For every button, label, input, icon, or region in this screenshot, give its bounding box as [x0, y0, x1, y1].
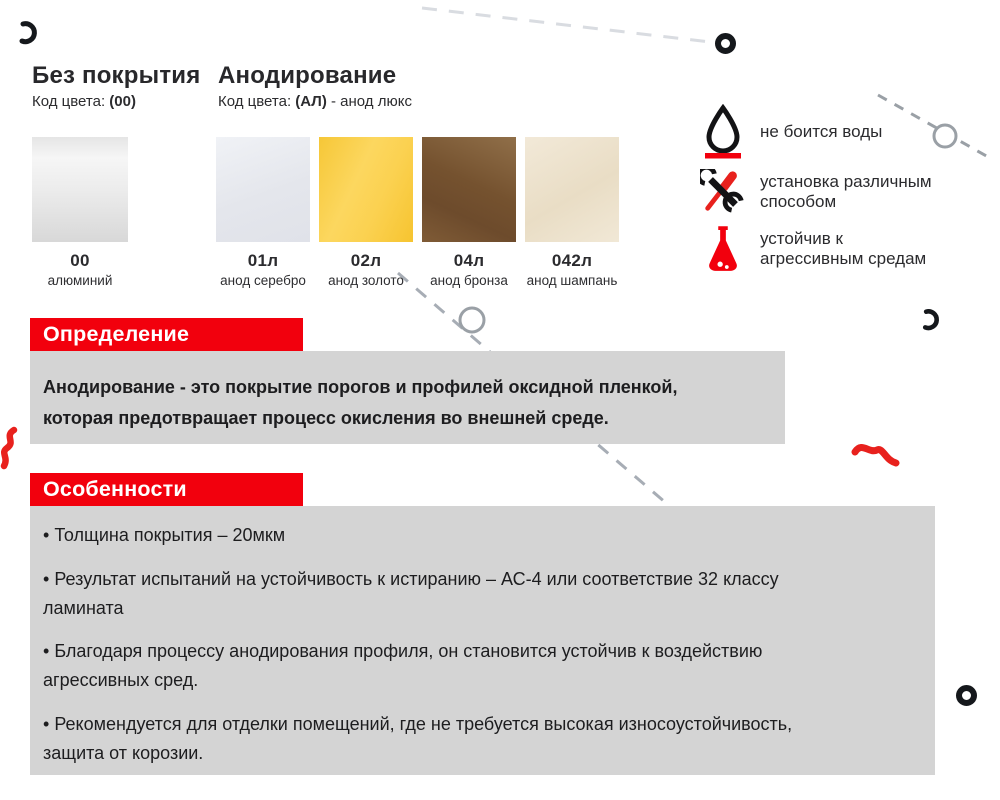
- swatch-code: 01л: [247, 251, 279, 270]
- bullet-line: • Результат испытаний на устойчивость к истиранию – АС-4 или соответствие 32 классу: [43, 565, 925, 594]
- anodizing-code: [218, 93, 412, 110]
- benefit-text: [748, 122, 882, 142]
- bullet-line: защита от корозии.: [43, 742, 204, 763]
- benefit-line: агрессивным средам: [760, 249, 927, 268]
- definition-banner: [30, 318, 303, 351]
- bullet-line: • Толщина покрытия – 20мкм: [43, 521, 925, 550]
- water-drop-icon: [698, 104, 748, 160]
- benefit-resistance: [698, 224, 988, 274]
- benefit-text: [748, 172, 932, 212]
- anodizing-header: [218, 62, 412, 110]
- swatch-name: анод золото: [328, 273, 404, 288]
- swatch-gap: [128, 137, 216, 288]
- bullet-line: • Рекомендуется для отделки помещений, где не требуется высокая износоустойчивость,: [43, 710, 925, 739]
- swatch-anod-silver: [216, 137, 310, 288]
- features-panel: [30, 506, 935, 775]
- benefit-text: [748, 229, 926, 269]
- flask-icon: [698, 224, 748, 274]
- definition-title: Определение: [43, 322, 190, 346]
- code-value: (00): [109, 93, 136, 110]
- swatch-anod-champagne-color: [525, 137, 619, 242]
- swatch-code: 042л: [551, 251, 593, 270]
- benefit-installation: [698, 169, 988, 215]
- benefit-line: не боится воды: [760, 121, 883, 141]
- swatch-aluminium: [32, 137, 128, 288]
- feature-bullet: [43, 521, 925, 550]
- swatch-row: [32, 137, 619, 288]
- feature-bullet: [43, 637, 925, 695]
- swatch-code: 00: [70, 251, 90, 270]
- bullet-line: • Благодаря процессу анодирования профиля, он становится устойчив к воздействию: [43, 637, 925, 666]
- swatch-anod-gold-color: [319, 137, 413, 242]
- dashed-line-top: [418, 2, 718, 50]
- code-value: (АЛ): [295, 93, 327, 110]
- swatch-name: анод серебро: [220, 273, 306, 288]
- swatch-name: анод шампань: [526, 273, 618, 288]
- swatch-anod-gold: [319, 137, 413, 288]
- swatch-name: алюминий: [47, 273, 113, 288]
- swatch-anod-silver-color: [216, 137, 310, 242]
- comma-mark-top-left-icon: [12, 20, 38, 46]
- anodizing-title: Анодирование: [218, 62, 397, 89]
- swatch-code: 04л: [453, 251, 485, 270]
- code-suffix: - анод люкс: [326, 93, 412, 110]
- donut-dot-top-icon: [715, 33, 736, 54]
- bullet-line: агрессивных сред.: [43, 670, 199, 691]
- swatch-anod-bronze-color: [422, 137, 516, 242]
- swatch-name: анод бронза: [430, 273, 508, 288]
- features-title: Особенности: [43, 477, 187, 501]
- no-coating-title: Без покрытия: [32, 62, 201, 89]
- tools-icon: [698, 169, 748, 215]
- red-squiggle-right-icon: [850, 438, 902, 476]
- benefit-line: способом: [760, 192, 837, 211]
- code-label: Код цвета:: [32, 93, 110, 110]
- definition-panel: [30, 351, 785, 444]
- no-coating-header: [32, 62, 200, 110]
- swatch-anod-champagne: [525, 137, 619, 288]
- open-circle-icon: [460, 308, 484, 332]
- comma-mark-right-icon: [916, 308, 940, 332]
- features-banner: [30, 473, 303, 506]
- benefits-list: [698, 104, 988, 283]
- swatch-code: 02л: [350, 251, 382, 270]
- benefit-line: установка различным: [760, 171, 932, 191]
- definition-line: которая предотвращает процесс окисления во внешней среде.: [43, 407, 609, 428]
- red-squiggle-left-icon: [0, 426, 24, 474]
- feature-bullet: [43, 710, 925, 768]
- benefit-water: [698, 104, 988, 160]
- bullet-line: ламината: [43, 597, 124, 618]
- definition-line: Анодирование - это покрытие порогов и профилей оксидной пленкой,: [43, 377, 678, 397]
- swatch-aluminium-color: [32, 137, 128, 242]
- code-label: Код цвета:: [218, 93, 296, 110]
- donut-dot-bottom-icon: [956, 685, 977, 706]
- swatch-anod-bronze: [422, 137, 516, 288]
- no-coating-code: [32, 93, 200, 110]
- benefit-line: устойчив к: [760, 228, 843, 248]
- feature-bullet: [43, 565, 925, 623]
